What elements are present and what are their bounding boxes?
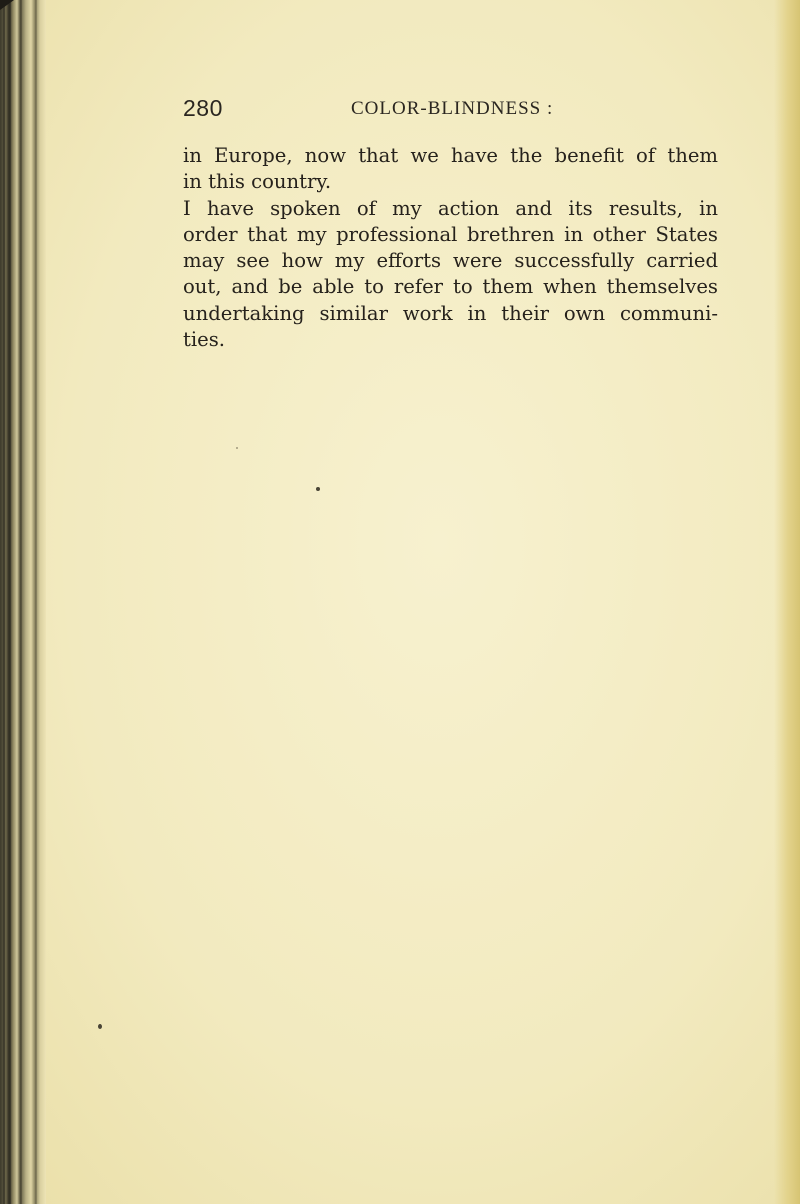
text-line: may see how my efforts were successfully carried bbox=[183, 249, 718, 273]
page-number: 280 bbox=[183, 95, 223, 121]
book-binding bbox=[0, 0, 46, 1204]
text-line: out, and be able to refer to them when themselves bbox=[183, 275, 718, 299]
body-text bbox=[183, 143, 718, 353]
paper-speck bbox=[98, 1024, 102, 1029]
corner-mark bbox=[0, 0, 14, 10]
text-line: in this country. bbox=[183, 170, 332, 194]
text-line: ties. bbox=[183, 328, 226, 352]
text-line: undertaking similar work in their own communi- bbox=[183, 301, 718, 325]
paper-speck bbox=[316, 487, 320, 491]
binding-edge-line bbox=[20, 0, 22, 1204]
page-header bbox=[183, 95, 703, 125]
binding-edge-line bbox=[35, 0, 37, 1204]
page-edge-shadow bbox=[774, 0, 800, 1204]
running-title: COLOR-BLINDNESS : bbox=[351, 98, 554, 119]
text-line: order that my professional brethren in other States bbox=[183, 222, 718, 246]
binding-edge-line bbox=[9, 0, 11, 1204]
paper-speck bbox=[236, 447, 238, 449]
binding-edge-line bbox=[3, 0, 5, 1204]
text-line: in Europe, now that we have the benefit of them bbox=[183, 144, 718, 167]
text-line: I have spoken of my action and its results, in bbox=[183, 196, 718, 220]
